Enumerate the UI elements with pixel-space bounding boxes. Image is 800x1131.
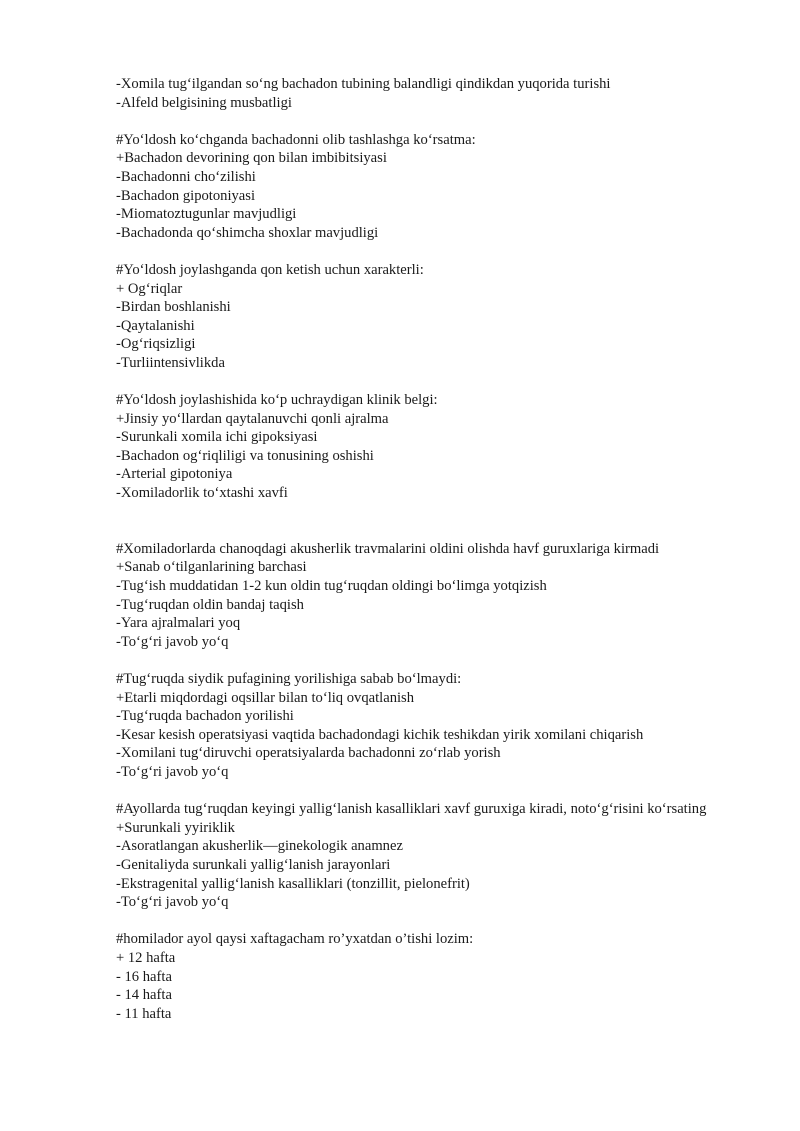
answer-option: -To‘g‘ri javob yo‘q: [116, 894, 229, 911]
spacer: [116, 373, 726, 392]
answer-option: -Kesar kesish operatsiyasi vaqtida bachadondagi kichik teshikdan yirik xomilani chiqarish: [116, 726, 644, 743]
spacer: [116, 242, 726, 261]
answer-option: -Xomiladorlik to‘xtashi xavfi: [116, 485, 288, 502]
answer-option: -Xomilani tug‘diruvchi operatsiyalarda bachadonni zo‘rlab yorish: [116, 745, 501, 762]
question-block: [116, 930, 726, 1023]
answer-option: -Tug‘ruqda bachadon yorilishi: [116, 708, 294, 725]
spacer: [116, 503, 726, 522]
answer-option: -Bachadonda qo‘shimcha shoxlar mavjudligi: [116, 224, 379, 241]
question-block: [116, 391, 726, 503]
answer-option: -Og‘riqsizligi: [116, 336, 196, 353]
question-block: [116, 131, 726, 243]
answer-option: -Bachadonni cho‘zilishi: [116, 168, 256, 185]
answer-option: - 16 hafta: [116, 968, 172, 985]
spacer: [116, 112, 726, 131]
answer-option: -Yara ajralmalari yoq: [116, 615, 241, 632]
answer-option: -Birdan boshlanishi: [116, 299, 231, 316]
question-text: #Tug‘ruqda siydik pufagining yorilishiga sabab bo‘lmaydi:: [116, 671, 462, 687]
question-text: #homilador ayol qaysi xaftagacham ro’yxatdan o’tishi lozim:: [116, 931, 474, 948]
answer-option: -Turliintensivlikda: [116, 354, 225, 371]
answer-option: -Tug‘ish muddatidan 1-2 kun oldin tug‘ruqdan oldingi bo‘limga yotqizish: [116, 578, 547, 595]
question-block: [116, 540, 726, 652]
answer-option: +Etarli miqdordagi oqsillar bilan to‘liq ovqatlanish: [116, 689, 415, 706]
question-text: #Yo‘ldosh joylashishida ko‘p uchraydigan klinik belgi:: [116, 392, 438, 409]
question-block: [116, 261, 726, 373]
question-block: [116, 800, 726, 912]
question-text: #Ayollarda tug‘ruqdan keyingi yallig‘lanish kasalliklari xavf guruxiga kiradi, noto‘g‘risini ko‘rsating: [116, 801, 707, 818]
answer-option: -Bachadon og‘riqliligi va tonusining oshishi: [116, 447, 374, 464]
answer-option: +Surunkali yyiriklik: [116, 819, 235, 836]
answer-option: +Bachadon devorining qon bilan imbibitsiyasi: [116, 150, 387, 167]
spacer: [116, 651, 726, 670]
spacer: [116, 521, 726, 540]
answer-option: - 11 hafta: [116, 1005, 172, 1022]
answer-option: +Jinsiy yo‘llardan qaytalanuvchi qonli ajralma: [116, 410, 389, 427]
question-text: #Xomiladorlarda chanoqdagi akusherlik travmalarini oldini olishda havf guruxlariga kirmadi: [116, 540, 660, 557]
answer-option: -Arterial gipotoniya: [116, 466, 233, 483]
answer-option: -Ekstragenital yallig‘lanish kasalliklari (tonzillit, pielonefrit): [116, 875, 470, 892]
answer-option: -Bachadon gipotoniyasi: [116, 187, 256, 204]
answer-option: -Qaytalanishi: [116, 317, 195, 334]
answer-option: -Miomatoztugunlar mavjudligi: [116, 206, 297, 223]
answer-option: -Asoratlangan akusherlik—ginekologik anamnez: [116, 838, 403, 855]
spacer: [116, 912, 726, 931]
question-block: [116, 670, 726, 782]
answer-option: -Surunkali xomila ichi gipoksiyasi: [116, 429, 318, 446]
answer-option: -Alfeld belgisining musbatligi: [116, 94, 292, 111]
answer-option: +Sanab o‘tilganlarining barchasi: [116, 559, 307, 576]
answer-option: + 12 hafta: [116, 949, 176, 966]
answer-option: - 14 hafta: [116, 987, 172, 1004]
answer-option: -To‘g‘ri javob yo‘q: [116, 633, 229, 650]
spacer: [116, 782, 726, 801]
answer-option: -Genitaliyda surunkali yallig‘lanish jarayonlari: [116, 856, 391, 873]
question-text: #Yo‘ldosh joylashganda qon ketish uchun xarakterli:: [116, 261, 424, 278]
answer-option: -Tug‘ruqdan oldin bandaj taqish: [116, 596, 304, 613]
answer-option: + Og‘riqlar: [116, 280, 183, 297]
answer-option: -To‘g‘ri javob yo‘q: [116, 763, 229, 780]
document-page: [116, 75, 726, 1023]
answer-option: -Xomila tug‘ilgandan so‘ng bachadon tubining balandligi qindikdan yuqorida turishi: [116, 76, 611, 92]
question-text: #Yo‘ldosh ko‘chganda bachadonni olib tashlashga ko‘rsatma:: [116, 131, 476, 148]
